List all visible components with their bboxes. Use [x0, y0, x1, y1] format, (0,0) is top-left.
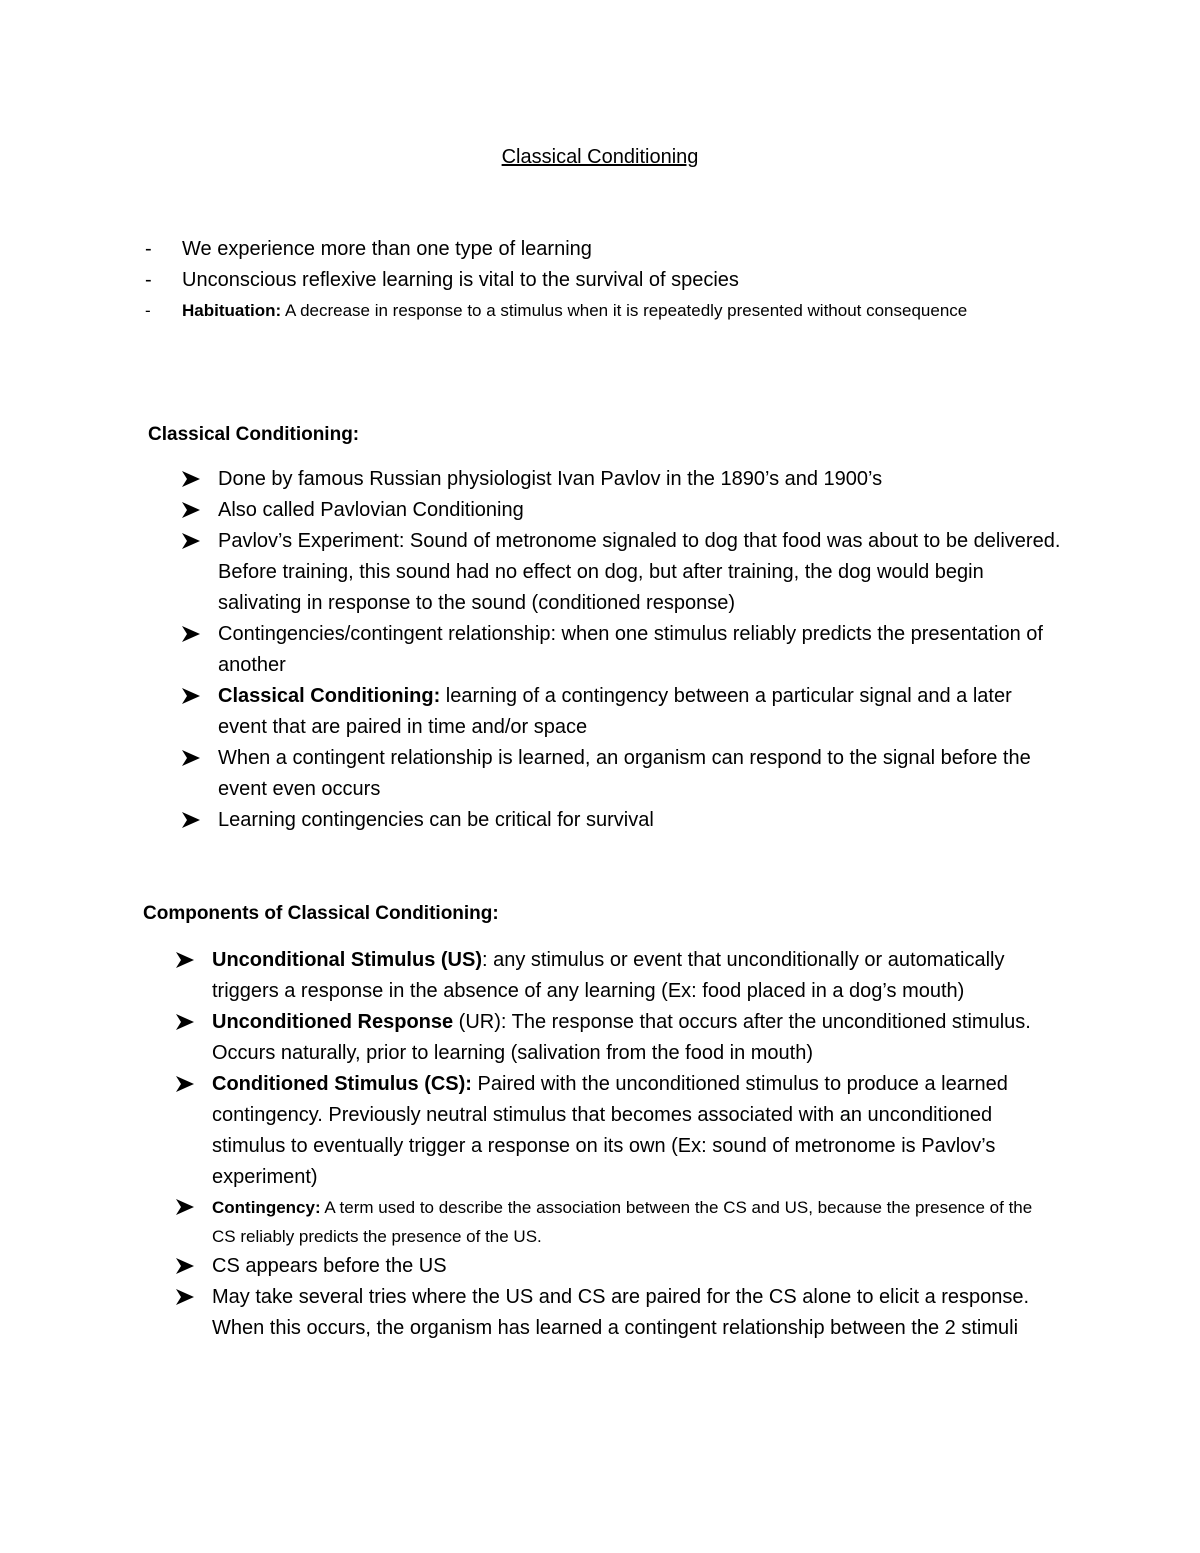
list-item [181, 619, 1061, 681]
item-text: When a contingent relationship is learned, an organism can respond to the signal before the event even occurs [218, 747, 1031, 800]
list-item [181, 805, 1061, 836]
arrow-bullet-icon [175, 1075, 195, 1093]
list-item [145, 234, 1025, 265]
arrow-bullet-icon [181, 501, 201, 519]
item-text: CS appears before the US [212, 1255, 447, 1277]
list-item [175, 1193, 1055, 1251]
list-item [181, 681, 1061, 743]
item-text: We experience more than one type of learning [182, 238, 592, 260]
item-text: learning of a contingency between a particular signal and a later event that are paired in time and/or space [218, 685, 1012, 738]
item-term: Conditioned Stimulus (CS): [212, 1073, 472, 1095]
item-text: : any stimulus or event that unconditionally or automatically triggers a response in the absence of any learning (Ex: food placed in a dog’s mouth) [212, 949, 1005, 1002]
arrow-bullet-icon [181, 811, 201, 829]
dash-bullet: - [145, 238, 152, 260]
list-item [175, 1282, 1055, 1344]
item-term: Contingency: [212, 1198, 321, 1217]
arrow-bullet-icon [175, 951, 195, 969]
item-term: Habituation: [182, 301, 282, 320]
page-title: Classical Conditioning [501, 146, 699, 168]
item-text: Unconscious reflexive learning is vital to the survival of species [182, 269, 739, 291]
intro-list [145, 234, 1025, 326]
list-item [145, 265, 1025, 296]
item-text: Contingencies/contingent relationship: when one stimulus reliably predicts the presentation of another [218, 623, 1043, 676]
arrow-bullet-icon [175, 1198, 195, 1216]
arrow-bullet-icon [181, 625, 201, 643]
list-item [181, 495, 1061, 526]
list-item [175, 1007, 1055, 1069]
item-text: Pavlov’s Experiment: Sound of metronome signaled to dog that food was about to be delivered. Before training, this sound had no effect on dog, but after training, the dog would begin salivating in response to the sound (conditioned response) [218, 530, 1061, 614]
item-term: Unconditional Stimulus (US) [212, 949, 482, 971]
arrow-bullet-icon [181, 749, 201, 767]
arrow-bullet-icon [175, 1288, 195, 1306]
classical-conditioning-list [181, 464, 1061, 836]
arrow-bullet-icon [181, 532, 201, 550]
list-item [175, 1069, 1055, 1193]
dash-bullet: - [145, 269, 152, 291]
list-item [181, 743, 1061, 805]
item-text: May take several tries where the US and CS are paired for the CS alone to elicit a response. When this occurs, the organism has learned a contingent relationship between the 2 stimuli [212, 1286, 1030, 1339]
section-heading-classical-conditioning: Classical Conditioning: [148, 424, 360, 445]
item-text: (UR): The response that occurs after the unconditioned stimulus. Occurs naturally, prior to learning (salivation from the food in mouth) [212, 1011, 1031, 1064]
item-text: Also called Pavlovian Conditioning [218, 499, 524, 521]
arrow-bullet-icon [175, 1257, 195, 1275]
arrow-bullet-icon [181, 470, 201, 488]
list-item [181, 526, 1061, 619]
list-item [145, 296, 1025, 326]
item-term: Classical Conditioning: [218, 685, 441, 707]
item-text: A term used to describe the association between the CS and US, because the presence of the CS reliably predicts the presence of the US. [212, 1198, 1033, 1246]
dash-bullet: - [145, 301, 151, 320]
arrow-bullet-icon [181, 687, 201, 705]
list-item [175, 945, 1055, 1007]
components-list [175, 945, 1055, 1344]
item-term: Unconditioned Response [212, 1011, 454, 1033]
item-text: Done by famous Russian physiologist Ivan Pavlov in the 1890’s and 1900’s [218, 468, 883, 490]
arrow-bullet-icon [175, 1013, 195, 1031]
section-heading-components: Components of Classical Conditioning: [143, 903, 499, 924]
item-text: Paired with the unconditioned stimulus to produce a learned contingency. Previously neutral stimulus that becomes associated with an unconditioned stimulus to eventually trigger a response on its own (Ex: sound of metronome is Pavlov’s experiment) [212, 1073, 1008, 1188]
item-text: Learning contingencies can be critical for survival [218, 809, 654, 831]
list-item [175, 1251, 1055, 1282]
item-text: A decrease in response to a stimulus when it is repeatedly presented without consequence [281, 301, 968, 320]
list-item [181, 464, 1061, 495]
